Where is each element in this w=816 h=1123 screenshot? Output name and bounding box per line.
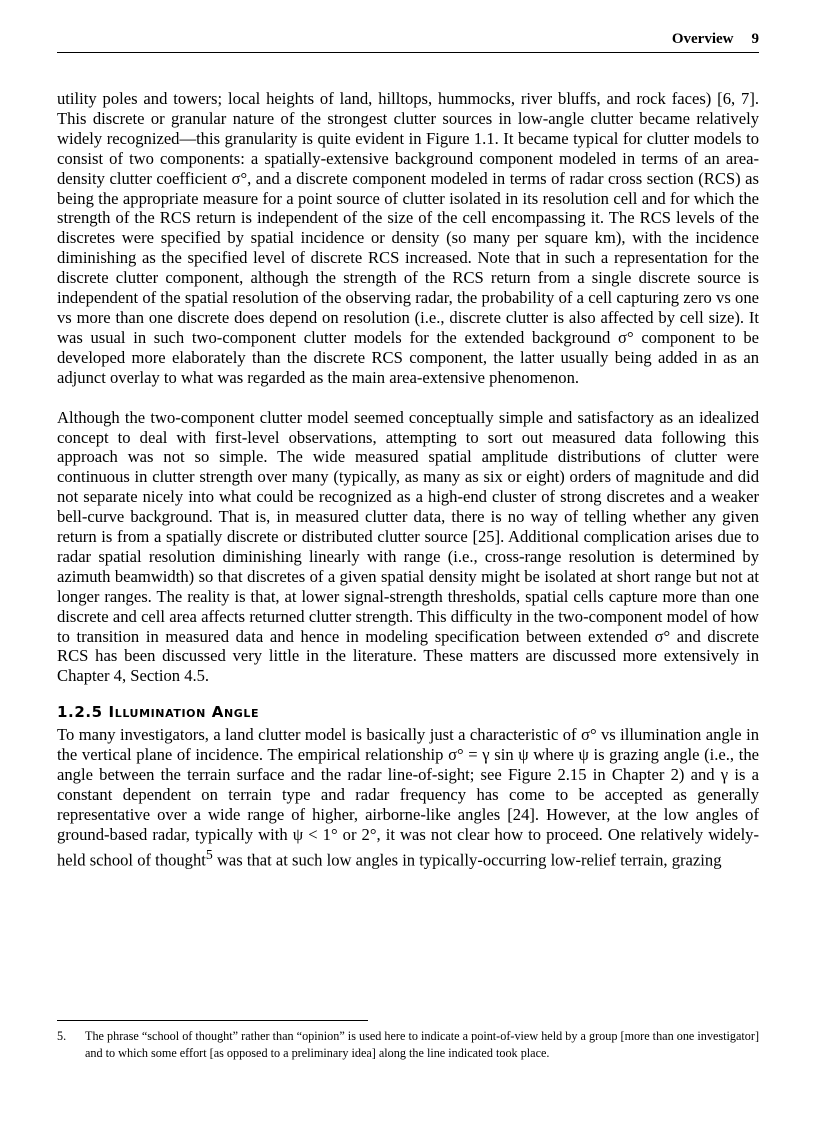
footnote-rule (57, 1020, 368, 1021)
paragraph-3 (57, 725, 759, 870)
running-head (57, 31, 759, 51)
footnote-number: 5. (57, 1029, 67, 1043)
paragraph-3-continued: was that at such low angles in typically-occurring low-relief terrain, grazing (212, 850, 722, 870)
body-text (57, 89, 759, 870)
header-rule (57, 52, 759, 53)
page-number: 9 (751, 31, 759, 47)
paragraph-3-text: To many investigators, a land clutter model is basically just a characteristic of σ° vs illumination angle in the vertical plane of incidence. The empirical relationship σ° = γ sin ψ where ψ is grazing angle (i.e., the angle between the terrain surface and the radar line-of-sight; see Figure 2.15 in Chapter 2) and γ is a constant dependent on terrain type and radar frequency has come to be accepted as generally representative over a wide range of higher, airborne-like angles [24]. However, at the low angles of ground-based radar, typically with ψ < 1° or 2°, it was not clear how to proceed. One relatively widely-held school of thought (57, 725, 759, 870)
footnote-reference[interactable]: 5 (205, 846, 213, 862)
footnote-text: The phrase “school of thought” rather than “opinion” is used here to indicate a point-of-view held by a group [more than one investigator] and to which some effort [as opposed to a preliminary idea] along the line indicated took place. (85, 1029, 759, 1060)
footnote (57, 1028, 759, 1062)
section-heading: 1.2.5 Illumination Angle (57, 703, 260, 722)
paragraph-1: utility poles and towers; local heights of land, hilltops, hummocks, river bluffs, and rock faces) [6, 7]. This discrete or granular nature of the strongest clutter sources in low-angle clutter became relatively widely recognized—this granularity is quite evident in Figure 1.1. It became typical for clutter models to consist of two components: a spatially-extensive background component modeled in terms of an area-density clutter coefficient σ°, and a discrete component modeled in terms of radar cross section (RCS) as being the appropriate measure for a point source of clutter isolated in its resolution cell and for which the strength of the RCS return is independent of the size of the cell encompassing it. The RCS levels of the discretes were specified by spatial incidence or density (so many per square km), with the incidence diminishing as the specified level of discrete RCS increased. Note that in such a representation for the discrete clutter component, although the strength of the RCS return from a single discrete source is independent of the spatial resolution of the observing radar, the probability of a cell capturing zero vs one vs more than one discrete does depend on resolution (i.e., discrete clutter is also affected by cell size). It was usual in such two-component clutter models for the extended background σ° component to be developed more elaborately than the discrete RCS component, the latter usually being added in as an adjunct overlay to what was regarded as the main area-extensive phenomenon. (57, 89, 759, 387)
running-head-title: Overview (671, 31, 734, 47)
paragraph-2: Although the two-component clutter model seemed conceptually simple and satisfactory as an idealized concept to deal with first-level observations, attempting to sort out measured data following this approach was not so simple. The wide measured spatial amplitude distributions of clutter were continuous in clutter strength over many (typically, as many as six or eight) orders of magnitude and did not separate nicely into what could be recognized as a high-end cluster of strong discretes and a weaker bell-curve background. That is, in measured clutter data, there is no way of telling whether any given return is from a spatially discrete or distributed clutter source [25]. Additional complication arises due to radar spatial resolution diminishing linearly with range (i.e., cross-range resolution is determined by azimuth beamwidth) so that discretes of a given spatial density might be isolated at short range but not at longer ranges. The reality is that, at lower signal-strength thresholds, spatial cells capture more than one discrete and cell area affects returned clutter strength. This difficulty in the two-component model of how to transition in measured data and hence in modeling specification between extended σ° and discrete RCS has been discussed very little in the literature. These matters are discussed more extensively in Chapter 4, Section 4.5. (57, 407, 759, 686)
